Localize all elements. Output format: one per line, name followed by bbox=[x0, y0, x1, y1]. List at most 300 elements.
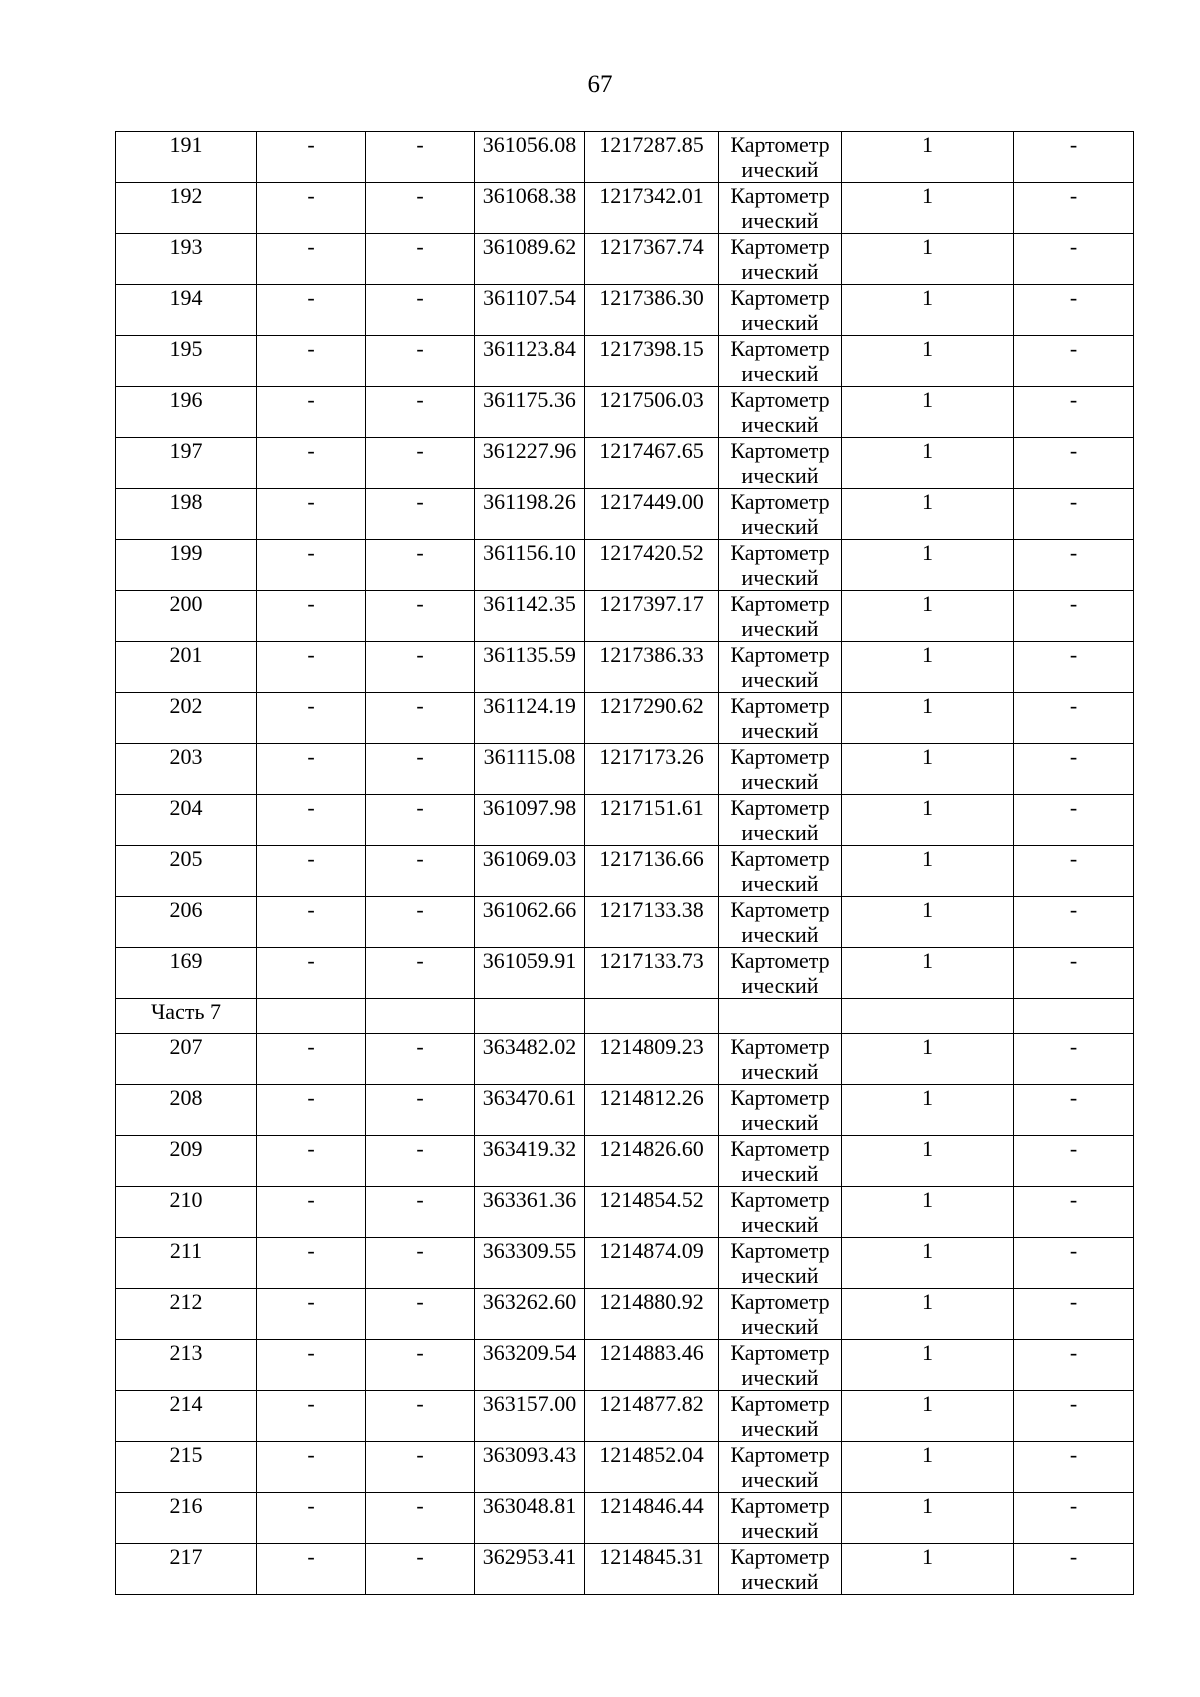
point-number-cell: 194 bbox=[116, 285, 257, 336]
x-coordinate-cell: 361115.08 bbox=[475, 744, 585, 795]
point-number-cell: 195 bbox=[116, 336, 257, 387]
method-cell bbox=[719, 1391, 842, 1442]
empty-cell bbox=[257, 999, 366, 1034]
method-line-1: Картометр bbox=[730, 1340, 830, 1365]
description-cell: - bbox=[1014, 948, 1134, 999]
table-row bbox=[116, 642, 1134, 693]
dash-cell: - bbox=[366, 795, 475, 846]
dash-cell: - bbox=[366, 1544, 475, 1595]
method-cell bbox=[719, 438, 842, 489]
y-coordinate-cell: 1217290.62 bbox=[585, 693, 719, 744]
method-line-2: ический bbox=[741, 1569, 819, 1594]
page-number: 67 bbox=[587, 71, 613, 98]
method-line-1: Картометр bbox=[730, 438, 830, 463]
dash-cell: - bbox=[257, 591, 366, 642]
method-cell bbox=[719, 1238, 842, 1289]
description-cell: - bbox=[1014, 1391, 1134, 1442]
dash-cell: - bbox=[257, 183, 366, 234]
dash-cell: - bbox=[366, 591, 475, 642]
accuracy-cell: 1 bbox=[842, 1034, 1014, 1085]
point-number-cell: 213 bbox=[116, 1340, 257, 1391]
method-cell bbox=[719, 1340, 842, 1391]
method-line-2: ический bbox=[741, 871, 819, 896]
method-cell bbox=[719, 183, 842, 234]
y-coordinate-cell: 1217467.65 bbox=[585, 438, 719, 489]
x-coordinate-cell: 363093.43 bbox=[475, 1442, 585, 1493]
method-line-2: ический bbox=[741, 1212, 819, 1237]
method-line-1: Картометр bbox=[730, 948, 830, 973]
table-row bbox=[116, 591, 1134, 642]
table-row bbox=[116, 285, 1134, 336]
method-line-1: Картометр bbox=[730, 1493, 830, 1518]
x-coordinate-cell: 361056.08 bbox=[475, 132, 585, 183]
method-line-1: Картометр bbox=[730, 1187, 830, 1212]
y-coordinate-cell: 1217367.74 bbox=[585, 234, 719, 285]
description-cell: - bbox=[1014, 285, 1134, 336]
description-cell: - bbox=[1014, 1289, 1134, 1340]
method-line-1: Картометр bbox=[730, 591, 830, 616]
accuracy-cell: 1 bbox=[842, 234, 1014, 285]
accuracy-cell: 1 bbox=[842, 897, 1014, 948]
method-line-2: ический bbox=[741, 973, 819, 998]
point-number-cell: 206 bbox=[116, 897, 257, 948]
method-cell bbox=[719, 1544, 842, 1595]
table-row bbox=[116, 1340, 1134, 1391]
dash-cell: - bbox=[366, 387, 475, 438]
accuracy-cell: 1 bbox=[842, 642, 1014, 693]
dash-cell: - bbox=[366, 1391, 475, 1442]
accuracy-cell: 1 bbox=[842, 285, 1014, 336]
method-cell bbox=[719, 132, 842, 183]
accuracy-cell: 1 bbox=[842, 183, 1014, 234]
point-number-cell: 211 bbox=[116, 1238, 257, 1289]
point-number-cell: 210 bbox=[116, 1187, 257, 1238]
point-number-cell: 217 bbox=[116, 1544, 257, 1595]
point-number-cell: 193 bbox=[116, 234, 257, 285]
description-cell: - bbox=[1014, 1136, 1134, 1187]
method-cell bbox=[719, 795, 842, 846]
table-row bbox=[116, 1136, 1134, 1187]
dash-cell: - bbox=[257, 948, 366, 999]
method-line-2: ический bbox=[741, 616, 819, 641]
accuracy-cell: 1 bbox=[842, 489, 1014, 540]
point-number-cell: 192 bbox=[116, 183, 257, 234]
description-cell: - bbox=[1014, 591, 1134, 642]
table-row bbox=[116, 693, 1134, 744]
dash-cell: - bbox=[257, 387, 366, 438]
x-coordinate-cell: 363419.32 bbox=[475, 1136, 585, 1187]
dash-cell: - bbox=[366, 234, 475, 285]
dash-cell: - bbox=[257, 795, 366, 846]
method-line-2: ический bbox=[741, 1314, 819, 1339]
method-line-2: ический bbox=[741, 1365, 819, 1390]
accuracy-cell: 1 bbox=[842, 540, 1014, 591]
method-cell bbox=[719, 336, 842, 387]
accuracy-cell: 1 bbox=[842, 1340, 1014, 1391]
description-cell: - bbox=[1014, 1238, 1134, 1289]
accuracy-cell: 1 bbox=[842, 1391, 1014, 1442]
point-number-cell: 204 bbox=[116, 795, 257, 846]
x-coordinate-cell: 361069.03 bbox=[475, 846, 585, 897]
x-coordinate-cell: 361097.98 bbox=[475, 795, 585, 846]
table-row bbox=[116, 387, 1134, 438]
dash-cell: - bbox=[257, 897, 366, 948]
dash-cell: - bbox=[257, 693, 366, 744]
coordinates-table bbox=[115, 131, 1134, 1595]
dash-cell: - bbox=[366, 1187, 475, 1238]
dash-cell: - bbox=[366, 1238, 475, 1289]
x-coordinate-cell: 361156.10 bbox=[475, 540, 585, 591]
point-number-cell: 200 bbox=[116, 591, 257, 642]
method-line-2: ический bbox=[741, 514, 819, 539]
y-coordinate-cell: 1217136.66 bbox=[585, 846, 719, 897]
point-number-cell: 212 bbox=[116, 1289, 257, 1340]
method-line-1: Картометр bbox=[730, 795, 830, 820]
method-line-1: Картометр bbox=[730, 132, 830, 157]
method-line-2: ический bbox=[741, 667, 819, 692]
empty-cell bbox=[719, 999, 842, 1034]
dash-cell: - bbox=[257, 1238, 366, 1289]
accuracy-cell: 1 bbox=[842, 1136, 1014, 1187]
method-line-2: ический bbox=[741, 1110, 819, 1135]
table-row bbox=[116, 1289, 1134, 1340]
x-coordinate-cell: 361059.91 bbox=[475, 948, 585, 999]
dash-cell: - bbox=[257, 234, 366, 285]
x-coordinate-cell: 363482.02 bbox=[475, 1034, 585, 1085]
point-number-cell: 214 bbox=[116, 1391, 257, 1442]
x-coordinate-cell: 363048.81 bbox=[475, 1493, 585, 1544]
point-number-cell: 209 bbox=[116, 1136, 257, 1187]
method-line-2: ический bbox=[741, 820, 819, 845]
dash-cell: - bbox=[257, 489, 366, 540]
x-coordinate-cell: 361068.38 bbox=[475, 183, 585, 234]
method-cell bbox=[719, 1034, 842, 1085]
method-cell bbox=[719, 591, 842, 642]
table-row bbox=[116, 489, 1134, 540]
x-coordinate-cell: 361123.84 bbox=[475, 336, 585, 387]
dash-cell: - bbox=[366, 897, 475, 948]
accuracy-cell: 1 bbox=[842, 336, 1014, 387]
dash-cell: - bbox=[257, 744, 366, 795]
dash-cell: - bbox=[366, 336, 475, 387]
dash-cell: - bbox=[366, 1289, 475, 1340]
accuracy-cell: 1 bbox=[842, 1544, 1014, 1595]
method-line-1: Картометр bbox=[730, 336, 830, 361]
dash-cell: - bbox=[257, 438, 366, 489]
x-coordinate-cell: 361198.26 bbox=[475, 489, 585, 540]
y-coordinate-cell: 1214812.26 bbox=[585, 1085, 719, 1136]
dash-cell: - bbox=[366, 183, 475, 234]
accuracy-cell: 1 bbox=[842, 1187, 1014, 1238]
empty-cell bbox=[475, 999, 585, 1034]
x-coordinate-cell: 361062.66 bbox=[475, 897, 585, 948]
accuracy-cell: 1 bbox=[842, 387, 1014, 438]
method-line-1: Картометр bbox=[730, 1442, 830, 1467]
y-coordinate-cell: 1214846.44 bbox=[585, 1493, 719, 1544]
point-number-cell: 197 bbox=[116, 438, 257, 489]
description-cell: - bbox=[1014, 1493, 1134, 1544]
table-row bbox=[116, 1238, 1134, 1289]
table-row bbox=[116, 234, 1134, 285]
dash-cell: - bbox=[366, 1340, 475, 1391]
method-line-2: ический bbox=[741, 769, 819, 794]
table-row bbox=[116, 795, 1134, 846]
method-cell bbox=[719, 1442, 842, 1493]
point-number-cell: 169 bbox=[116, 948, 257, 999]
description-cell: - bbox=[1014, 693, 1134, 744]
method-cell bbox=[719, 1493, 842, 1544]
empty-cell bbox=[842, 999, 1014, 1034]
empty-cell bbox=[366, 999, 475, 1034]
y-coordinate-cell: 1214809.23 bbox=[585, 1034, 719, 1085]
accuracy-cell: 1 bbox=[842, 795, 1014, 846]
y-coordinate-cell: 1217397.17 bbox=[585, 591, 719, 642]
description-cell: - bbox=[1014, 183, 1134, 234]
x-coordinate-cell: 363157.00 bbox=[475, 1391, 585, 1442]
table-body bbox=[116, 132, 1134, 1595]
point-number-cell: 203 bbox=[116, 744, 257, 795]
y-coordinate-cell: 1217133.73 bbox=[585, 948, 719, 999]
y-coordinate-cell: 1214854.52 bbox=[585, 1187, 719, 1238]
point-number-cell: 198 bbox=[116, 489, 257, 540]
x-coordinate-cell: 361124.19 bbox=[475, 693, 585, 744]
dash-cell: - bbox=[366, 1136, 475, 1187]
description-cell: - bbox=[1014, 642, 1134, 693]
method-line-2: ический bbox=[741, 310, 819, 335]
accuracy-cell: 1 bbox=[842, 132, 1014, 183]
y-coordinate-cell: 1217133.38 bbox=[585, 897, 719, 948]
method-cell bbox=[719, 744, 842, 795]
x-coordinate-cell: 363262.60 bbox=[475, 1289, 585, 1340]
dash-cell: - bbox=[257, 1289, 366, 1340]
method-line-1: Картометр bbox=[730, 642, 830, 667]
dash-cell: - bbox=[257, 846, 366, 897]
table-row bbox=[116, 846, 1134, 897]
method-cell bbox=[719, 1085, 842, 1136]
method-cell bbox=[719, 1187, 842, 1238]
method-line-2: ический bbox=[741, 361, 819, 386]
dash-cell: - bbox=[257, 642, 366, 693]
point-number-cell: 207 bbox=[116, 1034, 257, 1085]
table-row bbox=[116, 1187, 1134, 1238]
dash-cell: - bbox=[366, 693, 475, 744]
x-coordinate-cell: 361227.96 bbox=[475, 438, 585, 489]
table-row bbox=[116, 1085, 1134, 1136]
method-line-1: Картометр bbox=[730, 183, 830, 208]
method-line-2: ический bbox=[741, 565, 819, 590]
method-line-1: Картометр bbox=[730, 897, 830, 922]
dash-cell: - bbox=[366, 438, 475, 489]
accuracy-cell: 1 bbox=[842, 846, 1014, 897]
method-line-1: Картометр bbox=[730, 846, 830, 871]
method-cell bbox=[719, 693, 842, 744]
accuracy-cell: 1 bbox=[842, 693, 1014, 744]
point-number-cell: 201 bbox=[116, 642, 257, 693]
description-cell: - bbox=[1014, 1187, 1134, 1238]
method-line-2: ический bbox=[741, 1518, 819, 1543]
x-coordinate-cell: 363470.61 bbox=[475, 1085, 585, 1136]
point-number-cell: 205 bbox=[116, 846, 257, 897]
table-row bbox=[116, 438, 1134, 489]
dash-cell: - bbox=[257, 1340, 366, 1391]
description-cell: - bbox=[1014, 336, 1134, 387]
empty-cell bbox=[1014, 999, 1134, 1034]
empty-cell bbox=[585, 999, 719, 1034]
dash-cell: - bbox=[366, 1085, 475, 1136]
method-line-1: Картометр bbox=[730, 1544, 830, 1569]
accuracy-cell: 1 bbox=[842, 744, 1014, 795]
description-cell: - bbox=[1014, 540, 1134, 591]
section-label: Часть 7 bbox=[116, 999, 257, 1034]
method-line-1: Картометр bbox=[730, 744, 830, 769]
dash-cell: - bbox=[257, 336, 366, 387]
table-row bbox=[116, 1493, 1134, 1544]
method-line-1: Картометр bbox=[730, 1289, 830, 1314]
dash-cell: - bbox=[257, 1034, 366, 1085]
dash-cell: - bbox=[366, 1493, 475, 1544]
dash-cell: - bbox=[257, 132, 366, 183]
y-coordinate-cell: 1214845.31 bbox=[585, 1544, 719, 1595]
table-row bbox=[116, 1442, 1134, 1493]
x-coordinate-cell: 361089.62 bbox=[475, 234, 585, 285]
dash-cell: - bbox=[257, 285, 366, 336]
method-cell bbox=[719, 948, 842, 999]
dash-cell: - bbox=[366, 1034, 475, 1085]
method-line-2: ический bbox=[741, 208, 819, 233]
description-cell: - bbox=[1014, 1340, 1134, 1391]
point-number-cell: 191 bbox=[116, 132, 257, 183]
description-cell: - bbox=[1014, 846, 1134, 897]
y-coordinate-cell: 1214883.46 bbox=[585, 1340, 719, 1391]
method-cell bbox=[719, 846, 842, 897]
description-cell: - bbox=[1014, 132, 1134, 183]
method-line-2: ический bbox=[741, 1416, 819, 1441]
accuracy-cell: 1 bbox=[842, 591, 1014, 642]
table-row bbox=[116, 1391, 1134, 1442]
y-coordinate-cell: 1214826.60 bbox=[585, 1136, 719, 1187]
y-coordinate-cell: 1217386.30 bbox=[585, 285, 719, 336]
dash-cell: - bbox=[257, 1442, 366, 1493]
point-number-cell: 196 bbox=[116, 387, 257, 438]
dash-cell: - bbox=[366, 285, 475, 336]
accuracy-cell: 1 bbox=[842, 1238, 1014, 1289]
dash-cell: - bbox=[366, 132, 475, 183]
dash-cell: - bbox=[366, 846, 475, 897]
x-coordinate-cell: 363209.54 bbox=[475, 1340, 585, 1391]
description-cell: - bbox=[1014, 1442, 1134, 1493]
y-coordinate-cell: 1217151.61 bbox=[585, 795, 719, 846]
description-cell: - bbox=[1014, 489, 1134, 540]
method-line-1: Картометр bbox=[730, 1136, 830, 1161]
x-coordinate-cell: 362953.41 bbox=[475, 1544, 585, 1595]
y-coordinate-cell: 1217398.15 bbox=[585, 336, 719, 387]
method-cell bbox=[719, 1136, 842, 1187]
x-coordinate-cell: 361142.35 bbox=[475, 591, 585, 642]
method-line-1: Картометр bbox=[730, 489, 830, 514]
table-row bbox=[116, 183, 1134, 234]
method-cell bbox=[719, 897, 842, 948]
y-coordinate-cell: 1214874.09 bbox=[585, 1238, 719, 1289]
dash-cell: - bbox=[366, 1442, 475, 1493]
dash-cell: - bbox=[366, 948, 475, 999]
y-coordinate-cell: 1217386.33 bbox=[585, 642, 719, 693]
accuracy-cell: 1 bbox=[842, 1289, 1014, 1340]
dash-cell: - bbox=[257, 540, 366, 591]
method-line-2: ический bbox=[741, 922, 819, 947]
description-cell: - bbox=[1014, 1034, 1134, 1085]
method-line-2: ический bbox=[741, 1263, 819, 1288]
accuracy-cell: 1 bbox=[842, 1085, 1014, 1136]
table-row bbox=[116, 1034, 1134, 1085]
y-coordinate-cell: 1217173.26 bbox=[585, 744, 719, 795]
table-row bbox=[116, 948, 1134, 999]
description-cell: - bbox=[1014, 387, 1134, 438]
x-coordinate-cell: 361135.59 bbox=[475, 642, 585, 693]
dash-cell: - bbox=[366, 744, 475, 795]
method-cell bbox=[719, 489, 842, 540]
description-cell: - bbox=[1014, 795, 1134, 846]
method-line-1: Картометр bbox=[730, 1391, 830, 1416]
table-row bbox=[116, 744, 1134, 795]
method-line-2: ический bbox=[741, 1059, 819, 1084]
table-row bbox=[116, 540, 1134, 591]
y-coordinate-cell: 1217449.00 bbox=[585, 489, 719, 540]
method-line-1: Картометр bbox=[730, 540, 830, 565]
method-cell bbox=[719, 1289, 842, 1340]
table-row bbox=[116, 336, 1134, 387]
dash-cell: - bbox=[366, 642, 475, 693]
y-coordinate-cell: 1217506.03 bbox=[585, 387, 719, 438]
dash-cell: - bbox=[257, 1085, 366, 1136]
point-number-cell: 215 bbox=[116, 1442, 257, 1493]
method-line-2: ический bbox=[741, 1467, 819, 1492]
dash-cell: - bbox=[257, 1136, 366, 1187]
table-row bbox=[116, 1544, 1134, 1595]
point-number-cell: 216 bbox=[116, 1493, 257, 1544]
method-line-1: Картометр bbox=[730, 387, 830, 412]
description-cell: - bbox=[1014, 438, 1134, 489]
method-line-2: ический bbox=[741, 1161, 819, 1186]
y-coordinate-cell: 1214852.04 bbox=[585, 1442, 719, 1493]
x-coordinate-cell: 363309.55 bbox=[475, 1238, 585, 1289]
method-line-1: Картометр bbox=[730, 1238, 830, 1263]
dash-cell: - bbox=[366, 489, 475, 540]
method-line-1: Картометр bbox=[730, 234, 830, 259]
method-cell bbox=[719, 540, 842, 591]
method-line-2: ический bbox=[741, 718, 819, 743]
method-line-2: ический bbox=[741, 463, 819, 488]
point-number-cell: 202 bbox=[116, 693, 257, 744]
y-coordinate-cell: 1217342.01 bbox=[585, 183, 719, 234]
y-coordinate-cell: 1214877.82 bbox=[585, 1391, 719, 1442]
dash-cell: - bbox=[366, 540, 475, 591]
accuracy-cell: 1 bbox=[842, 948, 1014, 999]
description-cell: - bbox=[1014, 897, 1134, 948]
dash-cell: - bbox=[257, 1493, 366, 1544]
method-line-1: Картометр bbox=[730, 1085, 830, 1110]
y-coordinate-cell: 1217287.85 bbox=[585, 132, 719, 183]
description-cell: - bbox=[1014, 744, 1134, 795]
x-coordinate-cell: 361175.36 bbox=[475, 387, 585, 438]
section-row bbox=[116, 999, 1134, 1034]
method-cell bbox=[719, 387, 842, 438]
accuracy-cell: 1 bbox=[842, 438, 1014, 489]
method-line-1: Картометр bbox=[730, 693, 830, 718]
dash-cell: - bbox=[257, 1391, 366, 1442]
method-line-1: Картометр bbox=[730, 285, 830, 310]
method-line-2: ический bbox=[741, 259, 819, 284]
point-number-cell: 199 bbox=[116, 540, 257, 591]
